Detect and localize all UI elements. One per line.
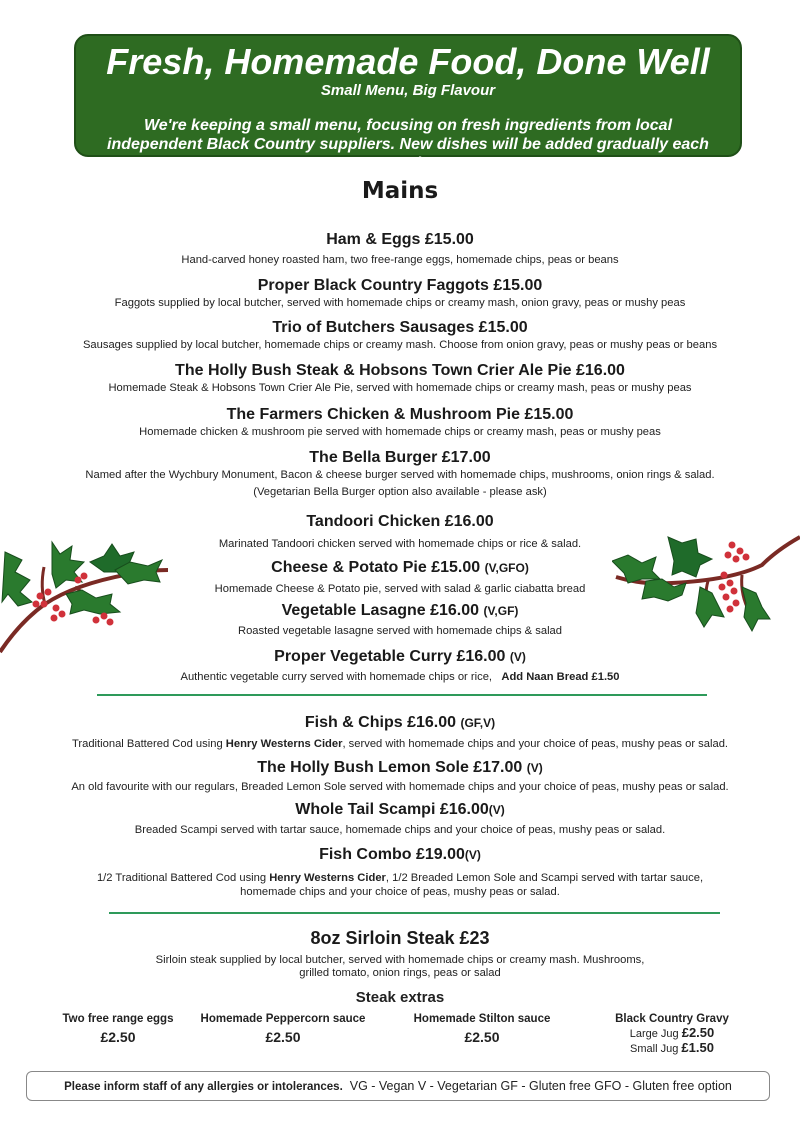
extra-item: [404, 1013, 560, 1045]
item-diet-tag: (V,GFO): [484, 561, 529, 575]
extra-item: [55, 1013, 181, 1045]
item-name: Fish Combo £19.00: [319, 846, 465, 863]
item-name: Trio of Butchers Sausages £15.00: [272, 319, 528, 336]
section-divider: [97, 694, 707, 696]
item-name: Cheese & Potato Pie £15.00: [271, 559, 481, 576]
menu-item: [0, 361, 800, 396]
section-divider: [109, 912, 720, 914]
item-desc: Breaded Scampi served with tartar sauce, homemade chips and your choice of peas, mushy peas or salad.: [134, 824, 666, 836]
item-desc: Faggots supplied by local butcher, served with homemade chips or creamy mash, onion gravy, peas or mushy peas: [114, 297, 686, 309]
item-desc: Homemade Steak & Hobsons Town Crier Ale Pie, served with homemade chips or creamy mash, peas or mushy peas: [108, 382, 692, 394]
extra-price: £2.50: [100, 1029, 136, 1045]
item-desc-rest: , served with homemade chips and your choice of peas, mushy peas or salad.: [342, 738, 729, 750]
item-name: 8oz Sirloin Steak £23: [310, 928, 490, 948]
item-desc-rest: , 1/2 Breaded Lemon Sole and Scampi served with tartar sauce,: [385, 872, 704, 884]
item-desc: Homemade Cheese & Potato pie, served with salad & garlic ciabatta bread: [214, 583, 586, 595]
item-desc: Sausages supplied by local butcher, homemade chips or creamy mash. Choose from onion gravy, peas or mushy peas or beans: [82, 339, 718, 351]
item-desc-highlight: Henry Westerns Cider: [269, 872, 386, 884]
item-name: Vegetable Lasagne £16.00: [281, 602, 480, 619]
item-name: Ham & Eggs £15.00: [326, 231, 474, 248]
banner-title: Fresh, Homemade Food, Done Well: [106, 41, 710, 82]
menu-item: [0, 448, 800, 500]
extra-label: Homemade Peppercorn sauce: [200, 1013, 366, 1025]
item-diet-tag: (V): [526, 761, 543, 775]
item-desc: Marinated Tandoori chicken served with homemade chips or rice & salad.: [218, 538, 582, 550]
steak-extras-title: Steak extras: [355, 989, 445, 1006]
gravy-small-label: Small Jug: [630, 1043, 679, 1055]
menu-item: [0, 713, 800, 752]
menu-item-steak: [0, 928, 800, 980]
item-desc: An old favourite with our regulars, Breaded Lemon Sole served with homemade chips and your choice of peas, mushy peas or salad.: [71, 781, 729, 793]
menu-item: [0, 758, 800, 795]
item-diet-tag: (V,GF): [483, 604, 519, 618]
item-desc: Roasted vegetable lasagne served with homemade chips & salad: [237, 625, 562, 637]
item-desc: Named after the Wychbury Monument, Bacon & cheese burger served with homemade chips, mushrooms, onion rings & salad.: [85, 469, 715, 481]
item-addon: Add Naan Bread £1.50: [501, 671, 620, 683]
gravy-large-price: £2.50: [681, 1025, 715, 1040]
extra-label: Two free range eggs: [62, 1013, 174, 1025]
extra-label: Homemade Stilton sauce: [413, 1013, 551, 1025]
item-name: Fish & Chips £16.00: [304, 714, 457, 731]
item-name: Whole Tail Scampi £16.00: [295, 801, 489, 818]
item-diet-tag: (V): [509, 650, 526, 664]
menu-item: [0, 318, 800, 353]
gravy-small-price: £1.50: [681, 1040, 714, 1055]
allergy-notice-bold: Please inform staff of any allergies or intolerances.: [64, 1081, 343, 1093]
holly-right-icon: [612, 535, 800, 645]
section-title-mains: Mains: [361, 178, 439, 204]
banner-intro: We're keeping a small menu, focusing on fresh ingredients from local independent Black Country suppliers. New dishes will be added gradually each week.: [107, 117, 709, 172]
header-banner: [74, 34, 742, 172]
extra-label: Black Country Gravy: [615, 1013, 729, 1025]
item-name: The Holly Bush Lemon Sole £17.00: [257, 759, 523, 776]
item-desc: 1/2 Traditional Battered Cod using: [96, 872, 270, 884]
item-desc: Authentic vegetable curry served with homemade chips or rice,: [180, 671, 493, 683]
extra-price: £2.50: [265, 1029, 301, 1045]
item-desc-line2: homemade chips and your choice of peas, mushy peas or salad.: [240, 886, 560, 898]
item-desc: Hand-carved honey roasted ham, two free-range eggs, homemade chips, peas or beans: [181, 254, 619, 266]
item-diet-tag: (V): [464, 848, 481, 862]
allergy-notice: [26, 1071, 770, 1101]
item-diet-tag: (GF,V): [460, 716, 496, 730]
menu-item: [0, 230, 800, 268]
menu-item: [0, 845, 800, 900]
item-desc: Sirloin steak supplied by local butcher, served with homemade chips or creamy mash. Mushrooms,: [155, 954, 645, 966]
item-desc: Homemade chicken & mushroom pie served with homemade chips or creamy mash, peas or mushy peas: [139, 426, 661, 438]
holly-left-icon: [0, 532, 170, 657]
item-desc-note: (Vegetarian Bella Burger option also available - please ask): [253, 486, 547, 498]
gravy-large-label: Large Jug: [629, 1028, 679, 1040]
item-name: Tandoori Chicken £16.00: [306, 513, 494, 530]
diet-key: VG - Vegan V - Vegetarian GF - Gluten free GFO - Gluten free option: [349, 1079, 732, 1093]
item-desc: Traditional Battered Cod using: [71, 738, 226, 750]
extra-item: [190, 1013, 376, 1045]
banner-subtitle: Small Menu, Big Flavour: [320, 82, 496, 99]
extra-item-gravy: [600, 1013, 744, 1056]
item-desc-highlight: Henry Westerns Cider: [225, 738, 343, 750]
item-desc-line2: grilled tomato, onion rings, peas or salad: [299, 967, 501, 979]
item-name: Proper Black Country Faggots £15.00: [257, 277, 543, 294]
item-name: The Holly Bush Steak & Hobsons Town Crier Ale Pie £16.00: [175, 362, 625, 379]
menu-item: [0, 405, 800, 440]
item-diet-tag: (V): [488, 803, 505, 817]
item-name: The Farmers Chicken & Mushroom Pie £15.00: [226, 406, 574, 423]
menu-item: [0, 276, 800, 311]
item-name: The Bella Burger £17.00: [309, 449, 491, 466]
item-name: Proper Vegetable Curry £16.00: [274, 648, 506, 665]
menu-item: [0, 800, 800, 838]
extra-price: £2.50: [464, 1029, 500, 1045]
